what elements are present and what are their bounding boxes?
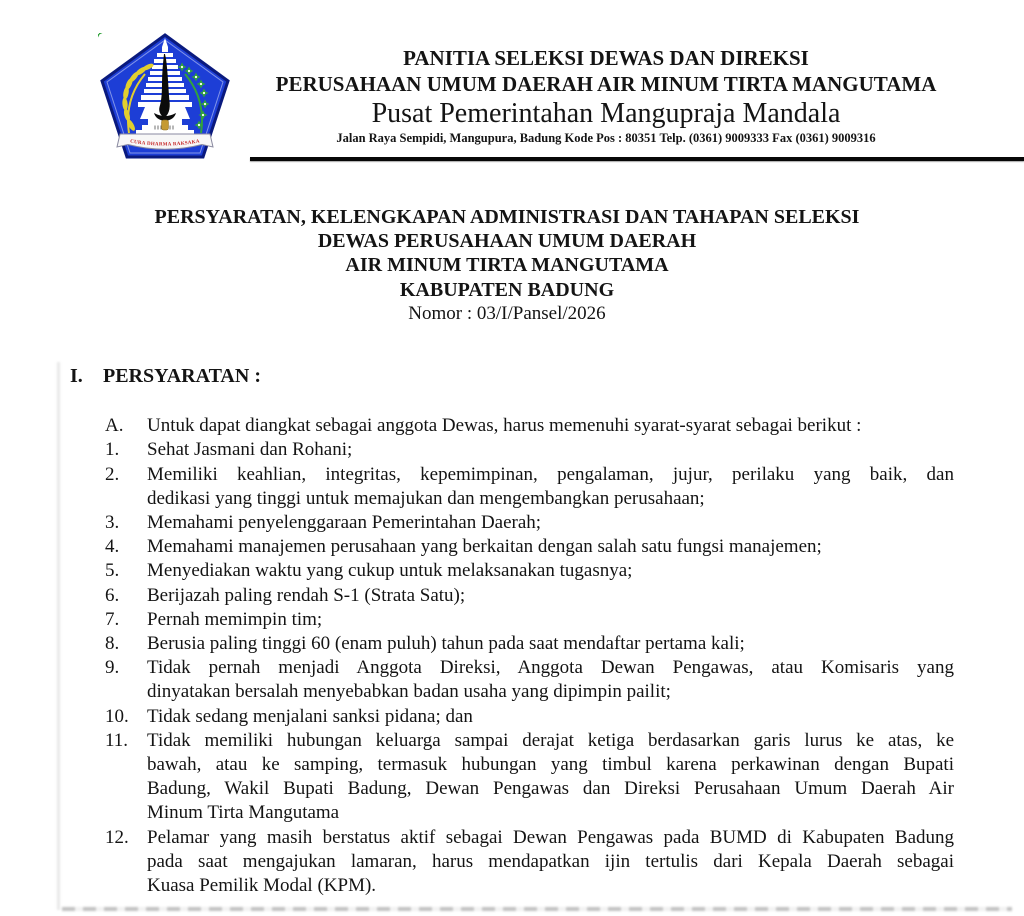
list-item: [70, 559, 954, 583]
intro-label: A.: [105, 415, 124, 437]
badung-coat-of-arms-logo: [98, 33, 232, 163]
list-item-number: 3.: [105, 512, 120, 534]
list-item-number: 11.: [105, 729, 129, 751]
section-title: PERSYARATAN :: [103, 365, 261, 387]
list-item: [70, 729, 954, 826]
letterhead-committee-line2: PERUSAHAAN UMUM DAERAH AIR MINUM TIRTA MANGUTAMA: [275, 72, 937, 96]
logo-motto: CURA DHARMA RAKSAKA: [129, 139, 201, 148]
list-item-number: 10.: [105, 705, 129, 727]
document-number: Nomor : 03/I/Pansel/2026: [408, 302, 606, 324]
title-line-3: AIR MINUM TIRTA MANGUTAMA: [345, 254, 669, 277]
cut-off-next-text-line: [62, 907, 1012, 911]
list-item-number: 9.: [105, 657, 120, 679]
list-item: [70, 608, 954, 632]
list-item: [70, 463, 954, 511]
title-line-2: DEWAS PERUSAHAAN UMUM DAERAH: [317, 230, 697, 253]
badung-seal-icon: [98, 33, 232, 163]
list-item-text: [147, 438, 954, 462]
list-item-number: 8.: [105, 633, 120, 655]
list-item-text: [147, 826, 954, 899]
list-item-number: 2.: [105, 463, 120, 485]
list-item-line: Pernah memimpin tim;: [147, 608, 323, 630]
list-item: [70, 438, 954, 462]
list-item: [70, 632, 954, 656]
list-item-line: Berijazah paling rendah S-1 (Strata Satu);: [147, 584, 466, 606]
list-item-line: Pelamar yang masih berstatus aktif sebagai Dewan Pengawas pada BUMD di Kabupaten Badung: [147, 826, 954, 848]
letterhead-office-name: Pusat Pemerintahan Mangupraja Mandala: [371, 98, 841, 129]
list-item-text: [147, 656, 954, 704]
list-item-line: bawah, atau ke samping, termasuk hubungan yang timbul karena perkawinan dengan Bupati: [147, 754, 954, 776]
list-item-line: Memahami penyelenggaraan Pemerintahan Daerah;: [147, 512, 542, 534]
list-item-number: 4.: [105, 536, 120, 558]
list-item: [70, 826, 954, 899]
list-item-line: Tidak sedang menjalani sanksi pidana; dan: [147, 705, 473, 727]
list-item-line: Sehat Jasmani dan Rohani;: [147, 439, 353, 461]
list-item-text: [147, 608, 954, 632]
requirements-list: [70, 438, 954, 898]
scan-artifact-vertical-line: [57, 362, 60, 910]
list-item-text: [147, 729, 954, 826]
list-item-line: Memahami manajemen perusahaan yang berkaitan dengan salah satu fungsi manajemen;: [147, 536, 822, 558]
list-item-line: pada saat mengajukan lamaran, harus mendapatkan ijin tertulis dari Kepala Daerah sebagai: [147, 850, 954, 872]
list-item: [70, 584, 954, 608]
document-title-block: [0, 205, 1014, 326]
list-item-line: Minum Tirta Mangutama: [147, 802, 340, 824]
letterhead-address: Jalan Raya Sempidi, Mangupura, Badung Kode Pos : 80351 Telp. (0361) 9009333 Fax (0361) 9009316: [336, 131, 876, 145]
title-line-4: KABUPATEN BADUNG: [399, 278, 615, 301]
list-item-number: 5.: [105, 560, 120, 582]
letterhead: [250, 45, 962, 147]
list-item-line: dinyatakan bersalah menyebabkan badan usaha yang dipimpin pailit;: [147, 681, 671, 703]
list-item-line: Tidak memiliki hubungan keluarga sampai derajat ketiga berdasarkan garis lurus ke atas, ke: [147, 729, 954, 751]
list-item-line: Menyediakan waktu yang cukup untuk melaksanakan tugasnya;: [147, 560, 633, 582]
list-item: [70, 705, 954, 729]
section-numeral: I.: [70, 365, 83, 387]
list-item: [70, 535, 954, 559]
list-item-number: 7.: [105, 608, 120, 630]
list-item-text: [147, 511, 954, 535]
list-item: [70, 511, 954, 535]
list-item: [70, 656, 954, 704]
list-item-text: [147, 632, 954, 656]
list-item-line: Memiliki keahlian, integritas, kepemimpinan, pengalaman, jujur, perilaku yang baik, dan: [147, 463, 954, 485]
list-item-number: 6.: [105, 584, 120, 606]
list-item-text: [147, 559, 954, 583]
list-item-line: Badung, Wakil Bupati Badung, Dewan Pengawas dan Direksi Perusahaan Umum Daerah Air: [147, 778, 954, 800]
list-item-text: [147, 463, 954, 511]
list-item-text: [147, 584, 954, 608]
title-line-1: PERSYARATAN, KELENGKAPAN ADMINISTRASI DAN TAHAPAN SELEKSI: [154, 206, 860, 228]
document-body: [70, 364, 954, 898]
list-item-text: [147, 705, 954, 729]
letterhead-divider-rule: [250, 157, 1024, 161]
list-item-text: [147, 535, 954, 559]
letterhead-committee-line1: PANITIA SELEKSI DEWAS DAN DIREKSI: [403, 46, 809, 70]
list-item-line: Berusia paling tinggi 60 (enam puluh) tahun pada saat mendaftar pertama kali;: [147, 633, 745, 655]
list-item-number: 12.: [105, 826, 129, 848]
section-heading: [70, 364, 954, 388]
list-item-line: Kuasa Pemilik Modal (KPM).: [147, 875, 377, 897]
list-item-number: 1.: [105, 439, 120, 461]
intro-text: Untuk dapat diangkat sebagai anggota Dewas, harus memenuhi syarat-syarat sebagai berikut :: [147, 415, 862, 437]
intro-paragraph: [70, 414, 954, 438]
list-item-line: Tidak pernah menjadi Anggota Direksi, Anggota Dewan Pengawas, atau Komisaris yang: [147, 657, 954, 679]
list-item-line: dedikasi yang tinggi untuk memajukan dan mengembangkan perusahaan;: [147, 487, 705, 509]
